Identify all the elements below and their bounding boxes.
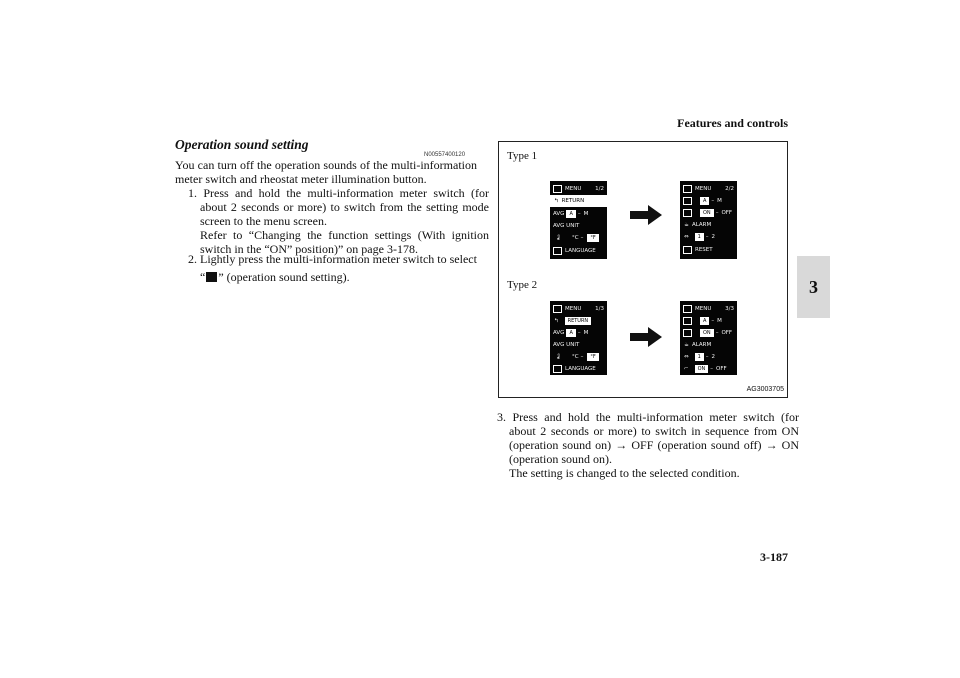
avg-unit-label: AVG UNIT xyxy=(553,223,580,229)
step-2 xyxy=(188,252,489,284)
section-code: N00557400120 xyxy=(424,152,466,158)
menu-icon xyxy=(553,185,562,193)
turn-signal-icon: ⇔ xyxy=(684,354,689,360)
fahrenheit-option: °F xyxy=(587,353,598,361)
step-2-text-end: ” (operation sound setting). xyxy=(218,270,350,284)
avg-a-option: A xyxy=(566,329,575,337)
sound-off-option: OFF xyxy=(721,210,733,216)
display-icon xyxy=(683,317,692,325)
page-indicator: 3/3 xyxy=(725,306,734,312)
step-1 xyxy=(188,186,489,256)
return-arrow-icon: ↰ xyxy=(554,318,559,324)
avg-unit-label: AVG UNIT xyxy=(553,342,580,348)
avg-label: AVG xyxy=(553,211,565,217)
option-1: 1 xyxy=(695,233,704,241)
step-1-text: Press and hold the multi-information meter switch (for about 2 seconds or more) to switch from the setting mode screen to the menu screen. xyxy=(200,186,489,228)
type-2-menu-screen-page-3: MENU 3/3 A – M ON – OFF ☕ ALARM ⇔ 1 – 2 ⌐ ON – OFF xyxy=(680,301,737,375)
celsius-option: °C xyxy=(571,235,579,241)
step-2-text: Lightly press the multi-information meter switch to select xyxy=(200,252,477,266)
operation-sound-icon xyxy=(683,209,692,217)
operation-sound-icon xyxy=(206,272,217,282)
thermometer-icon: 🌡 xyxy=(555,235,562,241)
language-icon xyxy=(553,247,562,255)
avg-a-option: A xyxy=(566,210,575,218)
chapter-tab: 3 xyxy=(797,256,830,318)
right-arrow-icon xyxy=(630,205,662,225)
menu-label: MENU xyxy=(565,306,582,312)
alarm-cup-icon: ☕ xyxy=(684,222,689,228)
type-1-menu-screen-page-2: MENU 2/2 A – M ON – OFF ☕ ALARM ⇔ 1 – 2 RESET xyxy=(680,181,737,259)
turn-signal-icon: ⇔ xyxy=(684,234,689,240)
menu-label: MENU xyxy=(565,186,582,192)
running-header: Features and controls xyxy=(677,116,788,130)
option-a: A xyxy=(700,197,709,205)
language-label: LANGUAGE xyxy=(565,366,596,372)
page-indicator: 1/2 xyxy=(595,186,604,192)
operation-sound-icon xyxy=(683,329,692,337)
step-2-quote-open: “ xyxy=(200,270,206,284)
option-m: M xyxy=(717,198,722,204)
type-2-menu-screen-page-1: MENU 1/3 ↰ RETURN AVG A – M AVG UNIT 🌡 °C – °F LANGUAGE xyxy=(550,301,607,375)
page-number: 3-187 xyxy=(760,550,788,564)
fahrenheit-option: °F xyxy=(587,234,598,242)
language-label: LANGUAGE xyxy=(565,248,596,254)
menu-label: MENU xyxy=(695,306,712,312)
return-label: RETURN xyxy=(565,317,592,325)
on-option-2: ON xyxy=(695,365,709,373)
alarm-label: ALARM xyxy=(691,342,712,348)
step-3-result: The setting is changed to the selected condition. xyxy=(509,466,740,480)
language-icon xyxy=(553,365,562,373)
return-arrow-icon: ↰ xyxy=(554,198,559,204)
menu-icon xyxy=(553,305,562,313)
sound-on-option: ON xyxy=(700,209,714,217)
avg-m-option: M xyxy=(583,211,589,217)
figure-code: AG3003705 xyxy=(746,386,784,393)
return-label: RETURN xyxy=(561,198,585,204)
step-1-reference: Refer to “Changing the function settings (With ignition switch in the “ON” position)” on page 3-178. xyxy=(200,228,489,256)
menu-icon xyxy=(683,185,692,193)
reset-icon xyxy=(683,246,692,254)
display-icon xyxy=(683,197,692,205)
page-indicator: 1/3 xyxy=(595,306,604,312)
step-3-number: 3. xyxy=(497,410,506,424)
step-3 xyxy=(497,410,799,480)
alarm-cup-icon: ☕ xyxy=(684,342,689,348)
off-option-2: OFF xyxy=(716,366,727,372)
option-a: A xyxy=(700,317,709,325)
option-2: 2 xyxy=(711,234,716,240)
section-title: Operation sound setting xyxy=(175,137,309,152)
type-2-label: Type 2 xyxy=(507,279,538,291)
option-1: 1 xyxy=(695,353,704,361)
right-arrow-icon xyxy=(630,327,662,347)
avg-label: AVG xyxy=(553,330,565,336)
avg-m-option: M xyxy=(583,330,589,336)
type-1-menu-screen-page-1: MENU 1/2 ↰ RETURN AVG A – M AVG UNIT 🌡 °C – °F LANGUAGE xyxy=(550,181,607,259)
type-1-label: Type 1 xyxy=(507,150,538,162)
wiper-icon: ⌐ xyxy=(684,366,689,372)
alarm-label: ALARM xyxy=(691,222,712,228)
figure-panel xyxy=(498,141,788,398)
page-indicator: 2/2 xyxy=(725,186,734,192)
intro-paragraph: You can turn off the operation sounds of the multi-information meter switch and rheostat meter illumination button. xyxy=(175,158,477,186)
sound-on-option: ON xyxy=(700,329,714,337)
menu-label: MENU xyxy=(695,186,712,192)
sound-off-option: OFF xyxy=(721,330,733,336)
step-2-number: 2. xyxy=(188,252,197,266)
step-1-number: 1. xyxy=(188,186,197,200)
option-m: M xyxy=(717,318,722,324)
step-3-text: Press and hold the multi-information meter switch (for about 2 seconds or more) to switch in sequence from ON (operation sound on) → OFF (operation sound off) → ON (operation sound on). xyxy=(509,410,799,466)
menu-icon xyxy=(683,305,692,313)
reset-label: RESET xyxy=(695,247,713,253)
thermometer-icon: 🌡 xyxy=(555,354,562,360)
option-2: 2 xyxy=(711,354,716,360)
celsius-option: °C xyxy=(571,354,579,360)
